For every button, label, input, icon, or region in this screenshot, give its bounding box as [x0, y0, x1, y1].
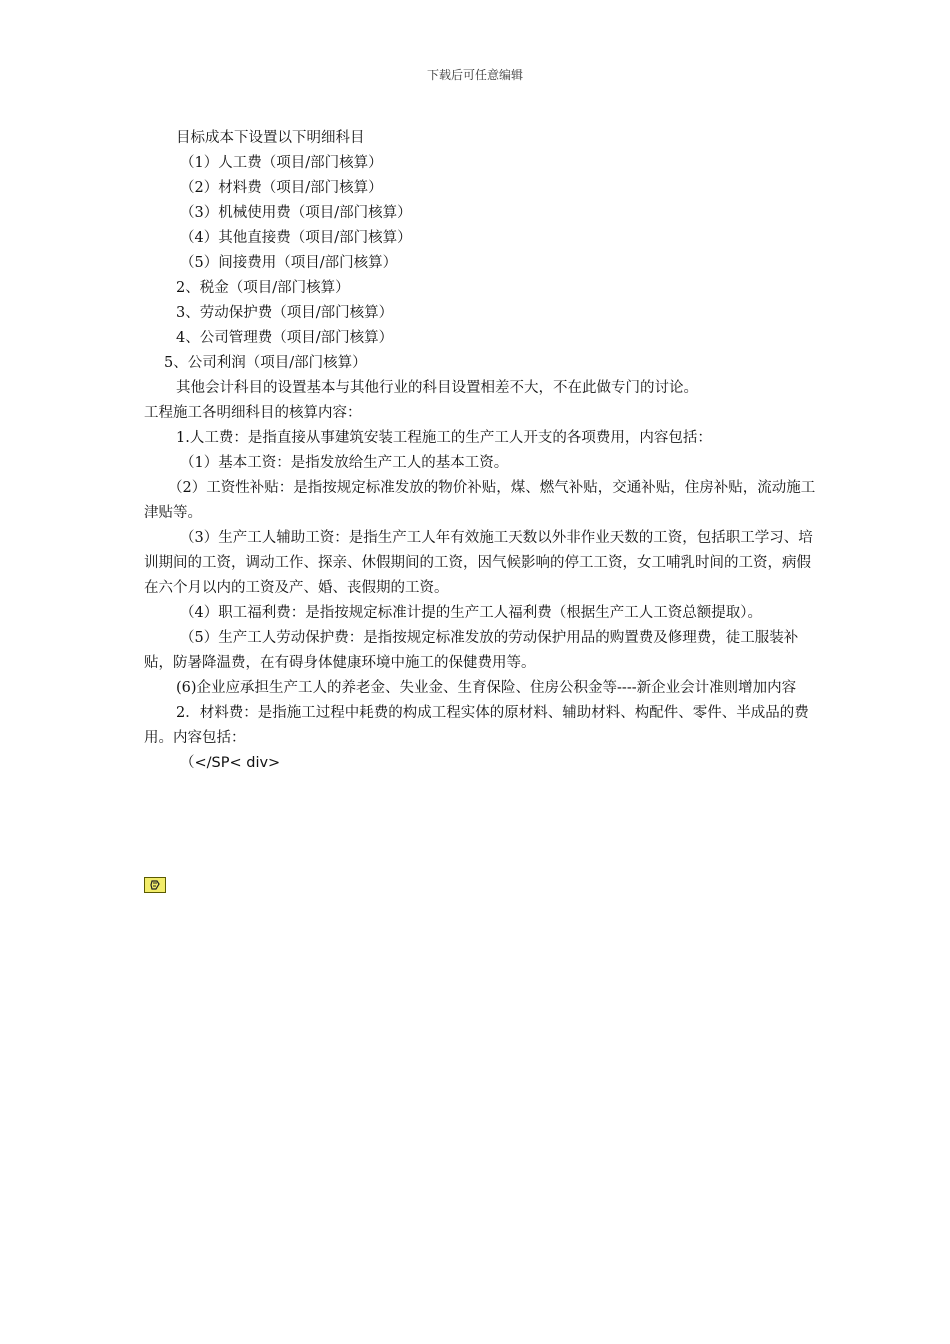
sub-item: （2）材料费（项目/部门核算）	[180, 180, 383, 196]
section-note: 其他会计科目的设置基本与其他行业的科目设置相差不大，不在此做专门的讨论。	[176, 380, 698, 396]
sub-item: （4）其他直接费（项目/部门核算）	[180, 230, 412, 246]
sub-item: （5）间接费用（项目/部门核算）	[180, 255, 398, 271]
section-heading: 工程施工各明细科目的核算内容：	[144, 405, 362, 421]
labor-item: （5）生产工人劳动保护费：是指按规定标准发放的劳动保护用品的购置费及修理费，徒工服装补贴，防暑降温费，在有碍身体健康环境中施工的保健费用等。	[144, 630, 799, 671]
sub-item: （1）人工费（项目/部门核算）	[180, 155, 383, 171]
labor-item: （1）基本工资：是指发放给生产工人的基本工资。	[180, 455, 509, 471]
section-intro: 目标成本下设置以下明细科目	[176, 130, 365, 146]
labor-item: (6)企业应承担生产工人的养老金、失业金、生育保险、住房公积金等----新企业会计准则增加内容	[176, 680, 797, 696]
labor-item: （2）工资性补贴：是指按规定标准发放的物价补贴，煤、燃气补贴，交通补贴，住房补贴，流动施工津贴等。	[144, 480, 816, 521]
sub-item: （3）机械使用费（项目/部门核算）	[180, 205, 412, 221]
list-item: 4、公司管理费（项目/部门核算）	[176, 330, 394, 346]
labor-item: （4）职工福利费：是指按规定标准计提的生产工人福利费（根据生产工人工资总额提取）。	[180, 605, 762, 621]
material-title: 2．材料费：是指施工过程中耗费的构成工程实体的原材料、辅助材料、构配件、零件、半成品的费用。内容包括：	[144, 705, 809, 746]
document-body	[144, 126, 816, 776]
labor-title: 1.人工费：是指直接从事建筑安装工程施工的生产工人开支的各项费用，内容包括：	[176, 430, 712, 446]
embedded-object-icon[interactable]	[144, 877, 166, 893]
page-header: 下载后可任意编辑	[426, 68, 523, 82]
labor-item: （3）生产工人辅助工资：是指生产工人年有效施工天数以外非作业天数的工资，包括职工学习、培训期间的工资，调动工作、探亲、休假期间的工资，因气候影响的停工工资，女工哺乳时间的工资，病假在六个月以内的工资及产、婚、丧假期的工资。	[144, 530, 813, 596]
list-item: 2、税金（项目/部门核算）	[176, 280, 350, 296]
list-item: 3、劳动保护费（项目/部门核算）	[176, 305, 394, 321]
trailing-text: （</SP< div>	[180, 755, 281, 771]
list-item: 5、公司利润（项目/部门核算）	[164, 355, 367, 371]
